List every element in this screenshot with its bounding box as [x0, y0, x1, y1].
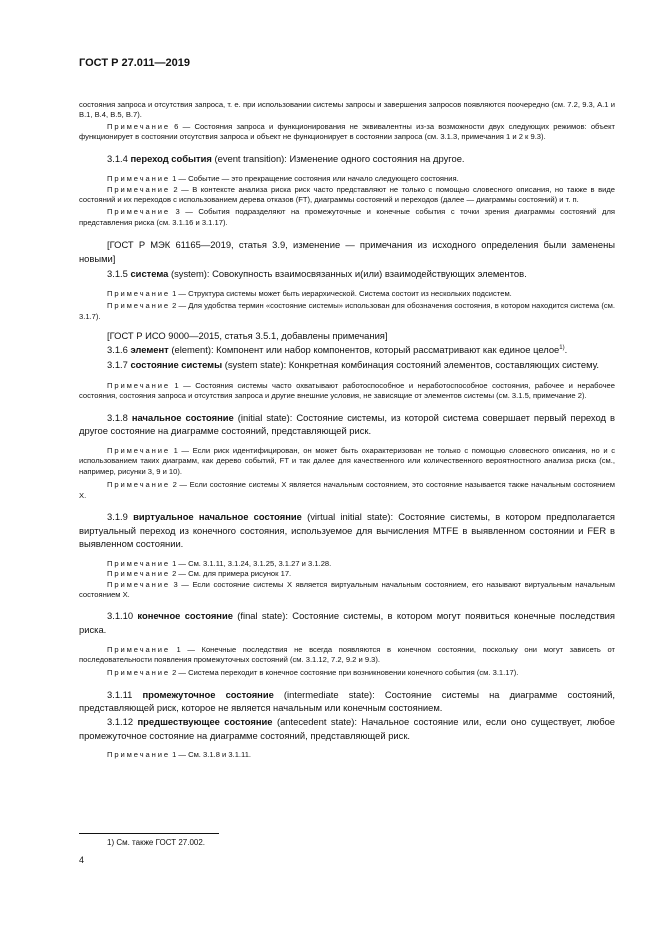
note-3-1-8-1: Примечание 1 — Если риск идентифицирован, он может быть охарактеризован не только с помощью словесного описания, но и с использованием таких диаграмм, как дерево событий, FT и так далее для качественного или количественного вероятностного анализа риска (см., например, рисунки 3, 9 и 10).: [79, 446, 615, 476]
note-3-1-4-1: Примечание 1 — Событие — это прекращение состояния или начало следующего состояния.: [107, 174, 459, 184]
note-3-1-4-2: Примечание 2 — В контексте анализа риска риск часто представляют не только с помощью словесного описания, но также в виде состояний и их переходов с использованием дерева отказов (FT), диаграммы состояний и переходов (далее — диаграммы состояний) и т. п.: [79, 184, 615, 205]
note-continuation: состояния запроса и отсутствия запроса, т. е. при использовании системы запросы и завершения запросов появляются поочередно (см. 7.2, 9.3, А.1 и В.1, В.4, В.5, В.7).: [79, 100, 615, 120]
note-3-1-5-2: Примечание 2 — Для удобства термин «состояние системы» использован для обозначения состояния, в котором находится система (см. 3.1.7).: [79, 301, 615, 321]
term-3-1-6: 3.1.6 элемент (element): Компонент или набор компонентов, который рассматривают как единое целое$^{1)}$.: [107, 343, 568, 355]
note-3-1-9-2: Примечание 2 — См. для примера рисунок 17.: [107, 569, 292, 579]
note-3-1-8-2: Примечание 2 — Если состояние системы X является начальным состоянием, это состояние называется также начальным состоянием X.: [79, 480, 615, 500]
note-3-1-10-2: Примечание 2 — Система переходит в конечное состояние при возникновении конечного события (см. 3.1.17).: [107, 668, 519, 678]
source-ref-2: [ГОСТ Р ИСО 9000—2015, статья 3.5.1, добавлены примечания]: [107, 330, 388, 342]
term-3-1-4: 3.1.4 переход события (event transition): Изменение одного состояния на другое.: [107, 152, 465, 164]
term-3-1-8: 3.1.8 начальное состояние (initial state): Состояние системы, из которой система совершает первый переход в другое состояние на диаграмме состояний, представляющей риск.: [79, 411, 615, 437]
term-3-1-7: 3.1.7 состояние системы (system state): Конкретная комбинация состояний элементов, составляющих систему.: [107, 359, 599, 371]
term-3-1-9: 3.1.9 виртуальное начальное состояние (virtual initial state): Состояние системы, в котором предполагается виртуальный переход из конечного состояния, используемое для вычисления MTFE в выявленном состоянии и FER в выявленном состоянии.: [79, 511, 615, 550]
term-3-1-12: 3.1.12 предшествующее состояние (antecedent state): Начальное состояние или, если оно существует, любое промежуточное состояние на диаграмме состояний, представляющей риск.: [79, 716, 615, 741]
note-3-1-12-1: Примечание 1 — См. 3.1.8 и 3.1.11.: [107, 750, 252, 760]
note-3-1-9-3: Примечание 3 — Если состояние системы X является виртуальным начальным состоянием, его называют виртуальным начальным состоянием X.: [79, 579, 615, 600]
term-3-1-11: 3.1.11 промежуточное состояние (intermediate state): Состояние системы на диаграмме состояний, представляющей риск, которое не является начальным или конечным состоянием.: [79, 688, 615, 714]
footnote-ref: 1): [559, 344, 565, 351]
note-3-1-7-1: Примечание 1 — Состояния системы часто охватывают работоспособное и неработоспособное состояния, рабочее и нерабочее состояния, состояния запроса и отсутствия запроса и другие внешние условия, не зависящие от элементов системы (см. 3.1.5, примечание 2).: [79, 381, 615, 401]
note-3-1-10-1: Примечание 1 — Конечные последствия не всегда появляются в конечном состоянии, поскольку они могут зависеть от последовательности появления промежуточных состояний (см. 3.1.12, 7.2, 9.2 и 9.3).: [79, 644, 615, 665]
page-header: ГОСТ Р 27.011—2019: [79, 57, 190, 69]
note-6: Примечание 6 — Состояния запроса и функционирования не эквивалентны из-за возможности двух следующих режимов: объект функционирует в состоянии отсутствия запроса и объект не функционирует в состоянии запроса (см. 3.1.3, примечания 1 и 2 к 9.3).: [79, 121, 615, 142]
page-number: 4: [79, 855, 85, 865]
footnote-divider: [79, 833, 219, 834]
note-3-1-9-1: Примечание 1 — См. 3.1.11, 3.1.24, 3.1.25, 3.1.27 и 3.1.28.: [107, 558, 332, 568]
footnote: 1) См. также ГОСТ 27.002.: [107, 838, 206, 847]
term-3-1-10: 3.1.10 конечное состояние (final state): Состояние системы, в котором могут появиться конечные последствия риска.: [79, 610, 615, 636]
source-ref-1: [ГОСТ Р МЭК 61165—2019, статья 3.9, изменение — примечания из исходного определения были заменены новыми]: [79, 239, 615, 264]
page-body: [79, 100, 615, 761]
note-3-1-5-1: Примечание 1 — Структура системы может быть иерархической. Система состоит из нескольких подсистем.: [107, 289, 512, 299]
note-3-1-4-3: Примечание 3 — События подразделяют на промежуточные и конечные события с точки зрения диаграммы состояний для представления риска (см. 3.1.16 и 3.1.17).: [79, 207, 615, 227]
term-3-1-5: 3.1.5 система (system): Совокупность взаимосвязанных и(или) взаимодействующих элементов.: [107, 268, 527, 280]
